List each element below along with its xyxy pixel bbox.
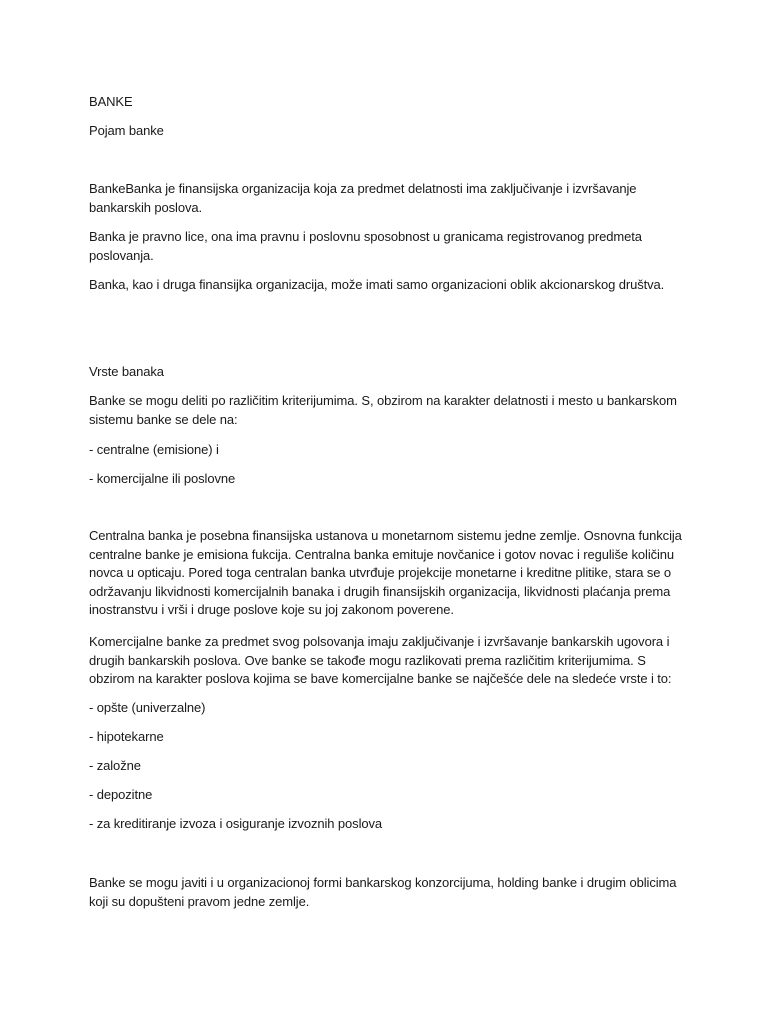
list-item: - založne (89, 758, 141, 773)
paragraph-legal: Banka je pravno lice, ona ima pravnu i poslovnu sposobnost u granicama registrovanog predmeta poslovanja. (89, 229, 642, 263)
paragraph-commercial: Komercijalne banke za predmet svog polsovanja imaju zaključivanje i izvršavanje bankarskih ugovora i drugih bankarskih poslova. Ove banke se takođe mogu razlikovati prema različitim kriterijumima. S obzirom na karakter poslova kojima se bave komercijalne banke se najčešće dele na sledeće vrste i to: (89, 634, 672, 686)
paragraph-division: Banke se mogu deliti po različitim kriterijumima. S, obzirom na karakter delatnosti i mesto u bankarskom sistemu banke se dele na: (89, 393, 677, 427)
heading-types: Vrste banaka (89, 364, 164, 379)
paragraph-central: Centralna banka je posebna finansijska ustanova u monetarnom sistemu jedne zemlje. Osnovna funkcija centralne banke je emisiona fukcija. Centralna banka emituje novčanice i gotov novac i reguliše količinu novca u opticaju. Pored toga centralan banka utvrđuje projekcije monetarne i kreditne plitike, stara se o održavanju likvidnosti komercijalnih banaka i drugih finansijskih organizacija, likvidnosti plaćanja prema inostranstvu i vrši i druge poslove koje su joj zakonom poverene. (89, 528, 682, 617)
paragraph-form: Banka, kao i druga finansijka organizacija, može imati samo organizacioni oblik akcionarskog društva. (89, 277, 665, 292)
list-item: - hipotekarne (89, 729, 164, 744)
list-item: - za kreditiranje izvoza i osiguranje izvoznih poslova (89, 816, 383, 831)
list-item: - centralne (emisione) i (89, 442, 219, 457)
paragraph-intro: BankeBanka je finansijska organizacija koja za predmet delatnosti ima zaključivanje i izvršavanje bankarskih poslova. (89, 181, 637, 215)
document-title: BANKE (89, 94, 133, 109)
list-item: - depozitne (89, 787, 153, 802)
heading-concept: Pojam banke (89, 123, 164, 138)
list-item: - komercijalne ili poslovne (89, 471, 236, 486)
paragraph-final: Banke se mogu javiti i u organizacionoj formi bankarskog konzorcijuma, holding banke i drugim oblicima koji su dopušteni pravom jedne zemlje. (89, 875, 677, 909)
list-item: - opšte (univerzalne) (89, 700, 206, 715)
